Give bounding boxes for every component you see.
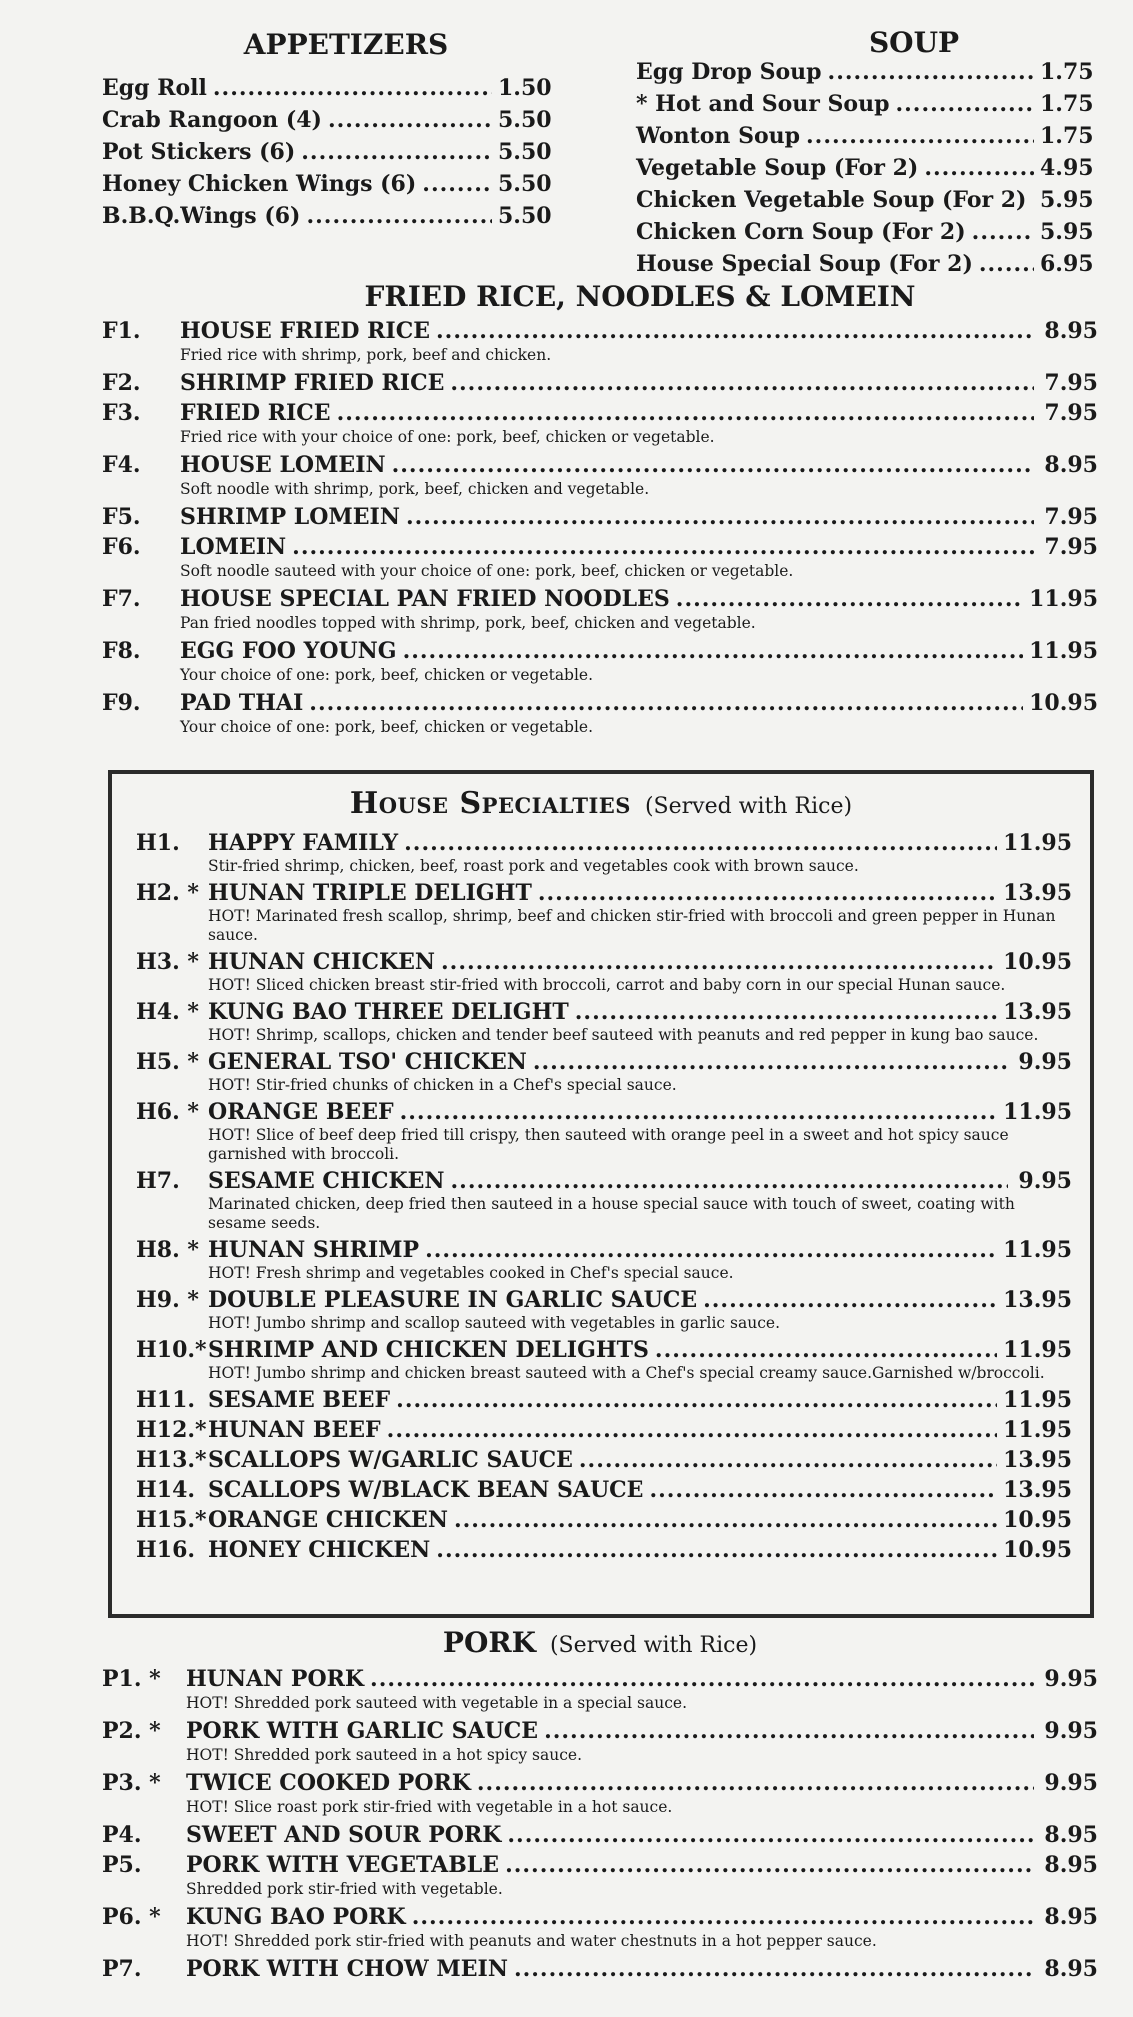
item-description: HOT! Shredded pork sauteed in a hot spicy sauce.	[186, 1746, 583, 1764]
item-name: FRIED RICE	[180, 400, 331, 426]
menu-item	[102, 370, 1098, 400]
fried-rice-section	[102, 280, 1098, 742]
item-name: Honey Chicken Wings (6)	[102, 171, 417, 197]
item-name: House Special Soup (For 2)	[636, 251, 973, 277]
item-price: 8.95	[1044, 1852, 1098, 1878]
item-name: SHRIMP FRIED RICE	[180, 370, 445, 396]
item-code: F5.	[102, 504, 141, 530]
item-name: PORK WITH GARLIC SAUCE	[186, 1718, 539, 1744]
menu-item	[102, 1666, 1098, 1718]
item-code: H1.	[136, 830, 180, 856]
item-name: KUNG BAO PORK	[186, 1904, 406, 1930]
item-code: H4. *	[136, 999, 199, 1025]
item-price: 8.95	[1044, 318, 1098, 344]
dot-leader	[895, 91, 1034, 117]
item-price: 9.95	[1044, 1770, 1098, 1796]
soup-section	[636, 26, 1092, 283]
item-line	[208, 1168, 1072, 1198]
menu-item	[136, 1387, 1072, 1417]
dot-leader	[396, 1387, 997, 1413]
menu-item	[136, 1337, 1072, 1387]
dot-leader	[1032, 187, 1034, 213]
item-name: HOUSE SPECIAL PAN FRIED NOODLES	[180, 586, 670, 612]
menu-item	[102, 1904, 1098, 1956]
item-name: Crab Rangoon (4)	[102, 107, 322, 133]
dot-leader	[441, 949, 997, 975]
item-name: EGG FOO YOUNG	[180, 638, 397, 664]
pork-subtitle: (Served with Rice)	[549, 1633, 758, 1658]
item-code: P5.	[102, 1852, 142, 1878]
item-code: P6. *	[102, 1904, 161, 1930]
item-name: LOMEIN	[180, 534, 287, 560]
item-description: HOT! Stir-fried chunks of chicken in a Chef's special sauce.	[208, 1076, 677, 1094]
item-price: 10.95	[1003, 949, 1072, 975]
dot-leader	[387, 1417, 997, 1443]
item-name: DOUBLE PLEASURE IN GARLIC SAUCE	[208, 1287, 698, 1313]
item-description: HOT! Jumbo shrimp and scallop sauteed with vegetables in garlic sauce.	[208, 1314, 781, 1332]
menu-item	[102, 504, 1098, 534]
dot-leader	[676, 586, 1023, 612]
item-price: 6.95	[1040, 251, 1094, 277]
item-price: 8.95	[1044, 1822, 1098, 1848]
item-price: 11.95	[1029, 586, 1098, 612]
item-code: H16.	[136, 1537, 196, 1563]
item-code: F3.	[102, 400, 141, 426]
dot-leader	[828, 59, 1034, 85]
item-name: TWICE COOKED PORK	[186, 1770, 471, 1796]
dot-leader	[292, 534, 1034, 560]
item-price: 10.95	[1029, 690, 1098, 716]
dot-leader	[972, 219, 1034, 245]
item-name: Chicken Corn Soup (For 2)	[636, 219, 966, 245]
item-price: 13.95	[1003, 1477, 1072, 1503]
dot-leader	[477, 1770, 1034, 1796]
item-description: Stir-fried shrimp, chicken, beef, roast pork and vegetables cook with brown sauce.	[208, 857, 859, 875]
item-code: P3. *	[102, 1770, 161, 1796]
item-line	[180, 504, 1098, 534]
item-price: 11.95	[1003, 1387, 1072, 1413]
item-price: 9.95	[1018, 1168, 1072, 1194]
item-code: P1. *	[102, 1666, 161, 1692]
dot-leader	[213, 75, 492, 101]
item-line	[180, 690, 1098, 720]
menu-item	[136, 1507, 1072, 1537]
house-specialties-box	[108, 770, 1094, 1618]
item-price: 11.95	[1003, 1417, 1072, 1443]
soup-list	[636, 59, 1092, 283]
dot-leader	[505, 1852, 1034, 1878]
dot-leader	[451, 1168, 1009, 1194]
house-specialties-heading	[112, 786, 1090, 828]
item-line	[208, 1477, 1072, 1507]
dot-leader	[579, 1447, 997, 1473]
item-code: P4.	[102, 1822, 142, 1848]
item-description: Fried rice with your choice of one: pork, beef, chicken or vegetable.	[180, 428, 715, 446]
item-name: Wonton Soup	[636, 123, 801, 149]
item-name: HUNAN SHRIMP	[208, 1237, 420, 1263]
item-description: HOT! Shredded pork sauteed with vegetable in a special sauce.	[186, 1694, 687, 1712]
item-code: H12.*	[136, 1417, 207, 1443]
item-price: 5.50	[498, 203, 552, 229]
dot-leader	[979, 251, 1034, 277]
item-code: H6. *	[136, 1099, 199, 1125]
item-line	[208, 1537, 1072, 1567]
dot-leader	[328, 107, 492, 133]
dot-leader	[422, 171, 492, 197]
item-code: H10.*	[136, 1337, 207, 1363]
dot-leader	[403, 638, 1024, 664]
item-code: H14.	[136, 1477, 196, 1503]
item-line	[180, 318, 1098, 348]
item-code: F6.	[102, 534, 141, 560]
item-code: P7.	[102, 1956, 142, 1982]
item-code: H7.	[136, 1168, 180, 1194]
item-description: Soft noodle with shrimp, pork, beef, chicken and vegetable.	[180, 480, 650, 498]
menu-item	[102, 139, 550, 171]
fried-rice-heading: FRIED RICE, NOODLES & LOMEIN	[364, 280, 916, 313]
menu-item	[102, 534, 1098, 586]
item-name: SESAME CHICKEN	[208, 1168, 445, 1194]
item-description: HOT! Fresh shrimp and vegetables cooked in Chef's special sauce.	[208, 1264, 734, 1282]
menu-item	[636, 251, 1092, 283]
dot-leader	[412, 1904, 1034, 1930]
item-name: SCALLOPS W/GARLIC SAUCE	[208, 1447, 573, 1473]
item-code: H3. *	[136, 949, 199, 975]
item-name: Chicken Vegetable Soup (For 2)	[636, 187, 1027, 213]
item-price: 10.95	[1003, 1507, 1072, 1533]
item-description: HOT! Shredded pork stir-fried with peanuts and water chestnuts in a hot pepper sauce.	[186, 1932, 877, 1950]
dot-leader	[655, 1337, 997, 1363]
item-price: 11.95	[1003, 1337, 1072, 1363]
item-code: F9.	[102, 690, 141, 716]
item-price: 7.95	[1044, 400, 1098, 426]
item-code: F4.	[102, 452, 141, 478]
item-price: 13.95	[1003, 880, 1072, 906]
menu-item	[136, 1537, 1072, 1567]
item-price: 1.75	[1040, 91, 1094, 117]
item-name: ORANGE BEEF	[208, 1099, 394, 1125]
item-code: H13.*	[136, 1447, 207, 1473]
item-description: Pan fried noodles topped with shrimp, pork, beef, chicken and vegetable.	[180, 614, 756, 632]
dot-leader	[450, 370, 1034, 396]
item-name: PORK WITH VEGETABLE	[186, 1852, 500, 1878]
item-price: 5.50	[498, 171, 552, 197]
item-name: HOUSE LOMEIN	[180, 452, 386, 478]
dot-leader	[301, 139, 492, 165]
menu-item	[636, 187, 1092, 219]
menu-item	[136, 949, 1072, 999]
item-line	[186, 1822, 1098, 1852]
menu-item	[102, 452, 1098, 504]
item-name: Vegetable Soup (For 2)	[636, 155, 919, 181]
item-price: 8.95	[1044, 1904, 1098, 1930]
item-name: * Hot and Sour Soup	[636, 91, 890, 117]
menu-item	[636, 123, 1092, 155]
item-price: 13.95	[1003, 1287, 1072, 1313]
item-line	[208, 1237, 1072, 1267]
dot-leader	[337, 400, 1034, 426]
item-price: 13.95	[1003, 999, 1072, 1025]
item-description: HOT! Jumbo shrimp and chicken breast sauteed with a Chef's special creamy sauce.Garnished w/broccoli.	[208, 1364, 1045, 1382]
appetizers-section	[102, 28, 550, 235]
house-specialties-subtitle: (Served with Rice)	[644, 794, 853, 819]
item-name: HUNAN TRIPLE DELIGHT	[208, 880, 532, 906]
item-code: H9. *	[136, 1287, 199, 1313]
dot-leader	[533, 1049, 1008, 1075]
item-code: P2. *	[102, 1718, 161, 1744]
item-code: F1.	[102, 318, 141, 344]
menu-item	[636, 59, 1092, 91]
item-description: Marinated chicken, deep fried then sauteed in a house special sauce with touch of sweet, coating with sesame seeds.	[208, 1195, 1015, 1232]
pork-heading	[102, 1626, 1098, 1666]
menu-item	[102, 107, 550, 139]
item-code: H15.*	[136, 1507, 207, 1533]
item-name: B.B.Q.Wings (6)	[102, 203, 301, 229]
item-name: SHRIMP LOMEIN	[180, 504, 400, 530]
menu-item	[136, 1237, 1072, 1287]
item-price: 1.75	[1040, 59, 1094, 85]
item-price: 13.95	[1003, 1447, 1072, 1473]
item-price: 5.95	[1040, 187, 1094, 213]
menu-item	[136, 1477, 1072, 1507]
item-price: 8.95	[1044, 452, 1098, 478]
menu-item	[102, 586, 1098, 638]
menu-item	[102, 1822, 1098, 1852]
menu-item	[136, 880, 1072, 949]
item-line	[208, 1049, 1072, 1079]
dot-leader	[436, 1537, 997, 1563]
dot-leader	[806, 123, 1034, 149]
menu-item	[102, 400, 1098, 452]
menu-item	[136, 1447, 1072, 1477]
item-description: HOT! Slice roast pork stir-fried with vegetable in a hot sauce.	[186, 1798, 673, 1816]
item-name: ORANGE CHICKEN	[208, 1507, 448, 1533]
item-name: KUNG BAO THREE DELIGHT	[208, 999, 569, 1025]
dot-leader	[392, 452, 1034, 478]
item-code: H11.	[136, 1387, 196, 1413]
dot-leader	[538, 880, 997, 906]
item-line	[180, 534, 1098, 564]
dot-leader	[404, 830, 997, 856]
dot-leader	[425, 1237, 997, 1263]
item-line	[208, 1337, 1072, 1367]
item-description: Your choice of one: pork, beef, chicken or vegetable.	[180, 718, 594, 736]
item-price: 4.95	[1040, 155, 1094, 181]
dot-leader	[309, 690, 1023, 716]
item-name: SESAME BEEF	[208, 1387, 391, 1413]
house-specialties-list	[136, 830, 1072, 1567]
item-price: 11.95	[1003, 1099, 1072, 1125]
item-code: F7.	[102, 586, 141, 612]
appetizers-heading: APPETIZERS	[243, 28, 449, 61]
item-line	[180, 400, 1098, 430]
menu-item	[136, 1417, 1072, 1447]
item-price: 8.95	[1044, 1956, 1098, 1982]
item-name: HUNAN CHICKEN	[208, 949, 436, 975]
item-price: 1.50	[498, 75, 552, 101]
item-price: 7.95	[1044, 534, 1098, 560]
menu-item	[636, 155, 1092, 187]
menu-item	[102, 1718, 1098, 1770]
item-line	[186, 1718, 1098, 1748]
item-line	[208, 1507, 1072, 1537]
dot-leader	[649, 1477, 997, 1503]
item-price: 5.50	[498, 139, 552, 165]
menu-item	[636, 219, 1092, 251]
item-name: Egg Drop Soup	[636, 59, 822, 85]
item-price: 11.95	[1003, 1237, 1072, 1263]
item-line	[180, 586, 1098, 616]
item-code: H8. *	[136, 1237, 199, 1263]
item-line	[180, 452, 1098, 482]
pork-section	[102, 1626, 1098, 1986]
item-name: SCALLOPS W/BLACK BEAN SAUCE	[208, 1477, 644, 1503]
menu-item	[636, 91, 1092, 123]
menu-item	[102, 1852, 1098, 1904]
item-line	[186, 1666, 1098, 1696]
item-name: PAD THAI	[180, 690, 304, 716]
item-price: 5.95	[1040, 219, 1094, 245]
fried-rice-list	[102, 318, 1098, 742]
menu-item	[102, 318, 1098, 370]
dot-leader	[454, 1507, 997, 1533]
item-name: GENERAL TSO' CHICKEN	[208, 1049, 527, 1075]
dot-leader	[544, 1718, 1034, 1744]
item-price: 7.95	[1044, 504, 1098, 530]
item-name: PORK WITH CHOW MEIN	[186, 1956, 508, 1982]
item-name: HUNAN PORK	[186, 1666, 365, 1692]
dot-leader	[924, 155, 1034, 181]
menu-item	[102, 203, 550, 235]
menu-item	[102, 171, 550, 203]
item-line	[186, 1770, 1098, 1800]
item-price: 11.95	[1029, 638, 1098, 664]
item-line	[208, 999, 1072, 1029]
item-description: HOT! Sliced chicken breast stir-fried with broccoli, carrot and baby corn in our special Hunan sauce.	[208, 976, 1006, 994]
item-name: HUNAN BEEF	[208, 1417, 381, 1443]
item-price: 9.95	[1044, 1718, 1098, 1744]
item-line	[180, 638, 1098, 668]
dot-leader	[703, 1287, 997, 1313]
item-name: Pot Stickers (6)	[102, 139, 296, 165]
item-price: 5.50	[498, 107, 552, 133]
menu-item	[136, 1049, 1072, 1099]
menu-item	[136, 1099, 1072, 1168]
item-price: 9.95	[1018, 1049, 1072, 1075]
dot-leader	[436, 318, 1034, 344]
dot-leader	[406, 504, 1034, 530]
item-price: 1.75	[1040, 123, 1094, 149]
item-name: Egg Roll	[102, 75, 207, 101]
item-line	[208, 1417, 1072, 1447]
item-name: HOUSE FRIED RICE	[180, 318, 431, 344]
item-line	[208, 1387, 1072, 1417]
dot-leader	[306, 203, 492, 229]
item-price: 11.95	[1003, 830, 1072, 856]
item-line	[186, 1956, 1098, 1986]
item-description: Shredded pork stir-fried with vegetable.	[186, 1880, 503, 1898]
item-code: F8.	[102, 638, 141, 664]
item-price: 9.95	[1044, 1666, 1098, 1692]
item-line	[208, 949, 1072, 979]
item-description: Fried rice with shrimp, pork, beef and chicken.	[180, 346, 552, 364]
item-line	[208, 830, 1072, 860]
menu-item	[102, 1956, 1098, 1986]
dot-leader	[370, 1666, 1034, 1692]
soup-heading: SOUP	[868, 26, 960, 59]
appetizers-list	[102, 75, 550, 235]
menu-item	[102, 1770, 1098, 1822]
item-code: H2. *	[136, 880, 199, 906]
item-line	[186, 1904, 1098, 1934]
item-description: HOT! Marinated fresh scallop, shrimp, beef and chicken stir-fried with broccoli and green pepper in Hunan sauce.	[208, 907, 1056, 944]
dot-leader	[575, 999, 997, 1025]
item-line	[208, 1287, 1072, 1317]
pork-title: PORK	[442, 1626, 536, 1659]
menu-item	[136, 999, 1072, 1049]
menu-item	[136, 1168, 1072, 1237]
item-price: 10.95	[1003, 1537, 1072, 1563]
item-name: HONEY CHICKEN	[208, 1537, 431, 1563]
menu-item	[102, 690, 1098, 742]
item-line	[208, 880, 1072, 910]
dot-leader	[514, 1956, 1034, 1982]
house-specialties-title: House Specialties	[349, 786, 631, 821]
item-code: H5. *	[136, 1049, 199, 1075]
item-name: SWEET AND SOUR PORK	[186, 1822, 502, 1848]
item-line	[180, 370, 1098, 400]
item-name: HAPPY FAMILY	[208, 830, 399, 856]
item-description: HOT! Slice of beef deep fried till crispy, then sauteed with orange peel in a sweet and hot spicy sauce garnished with broccoli.	[208, 1126, 1009, 1163]
item-name: SHRIMP AND CHICKEN DELIGHTS	[208, 1337, 649, 1363]
menu-item	[102, 75, 550, 107]
item-description: Soft noodle sauteed with your choice of one: pork, beef, chicken or vegetable.	[180, 562, 794, 580]
menu-item	[102, 638, 1098, 690]
dot-leader	[507, 1822, 1034, 1848]
item-line	[208, 1099, 1072, 1129]
menu-item	[136, 1287, 1072, 1337]
dot-leader	[400, 1099, 998, 1125]
item-line	[208, 1447, 1072, 1477]
item-code: F2.	[102, 370, 141, 396]
item-description: HOT! Shrimp, scallops, chicken and tender beef sauteed with peanuts and red pepper in kung bao sauce.	[208, 1026, 1039, 1044]
pork-list	[102, 1666, 1098, 1986]
menu-item	[136, 830, 1072, 880]
item-price: 7.95	[1044, 370, 1098, 396]
item-line	[186, 1852, 1098, 1882]
item-description: Your choice of one: pork, beef, chicken or vegetable.	[180, 666, 594, 684]
